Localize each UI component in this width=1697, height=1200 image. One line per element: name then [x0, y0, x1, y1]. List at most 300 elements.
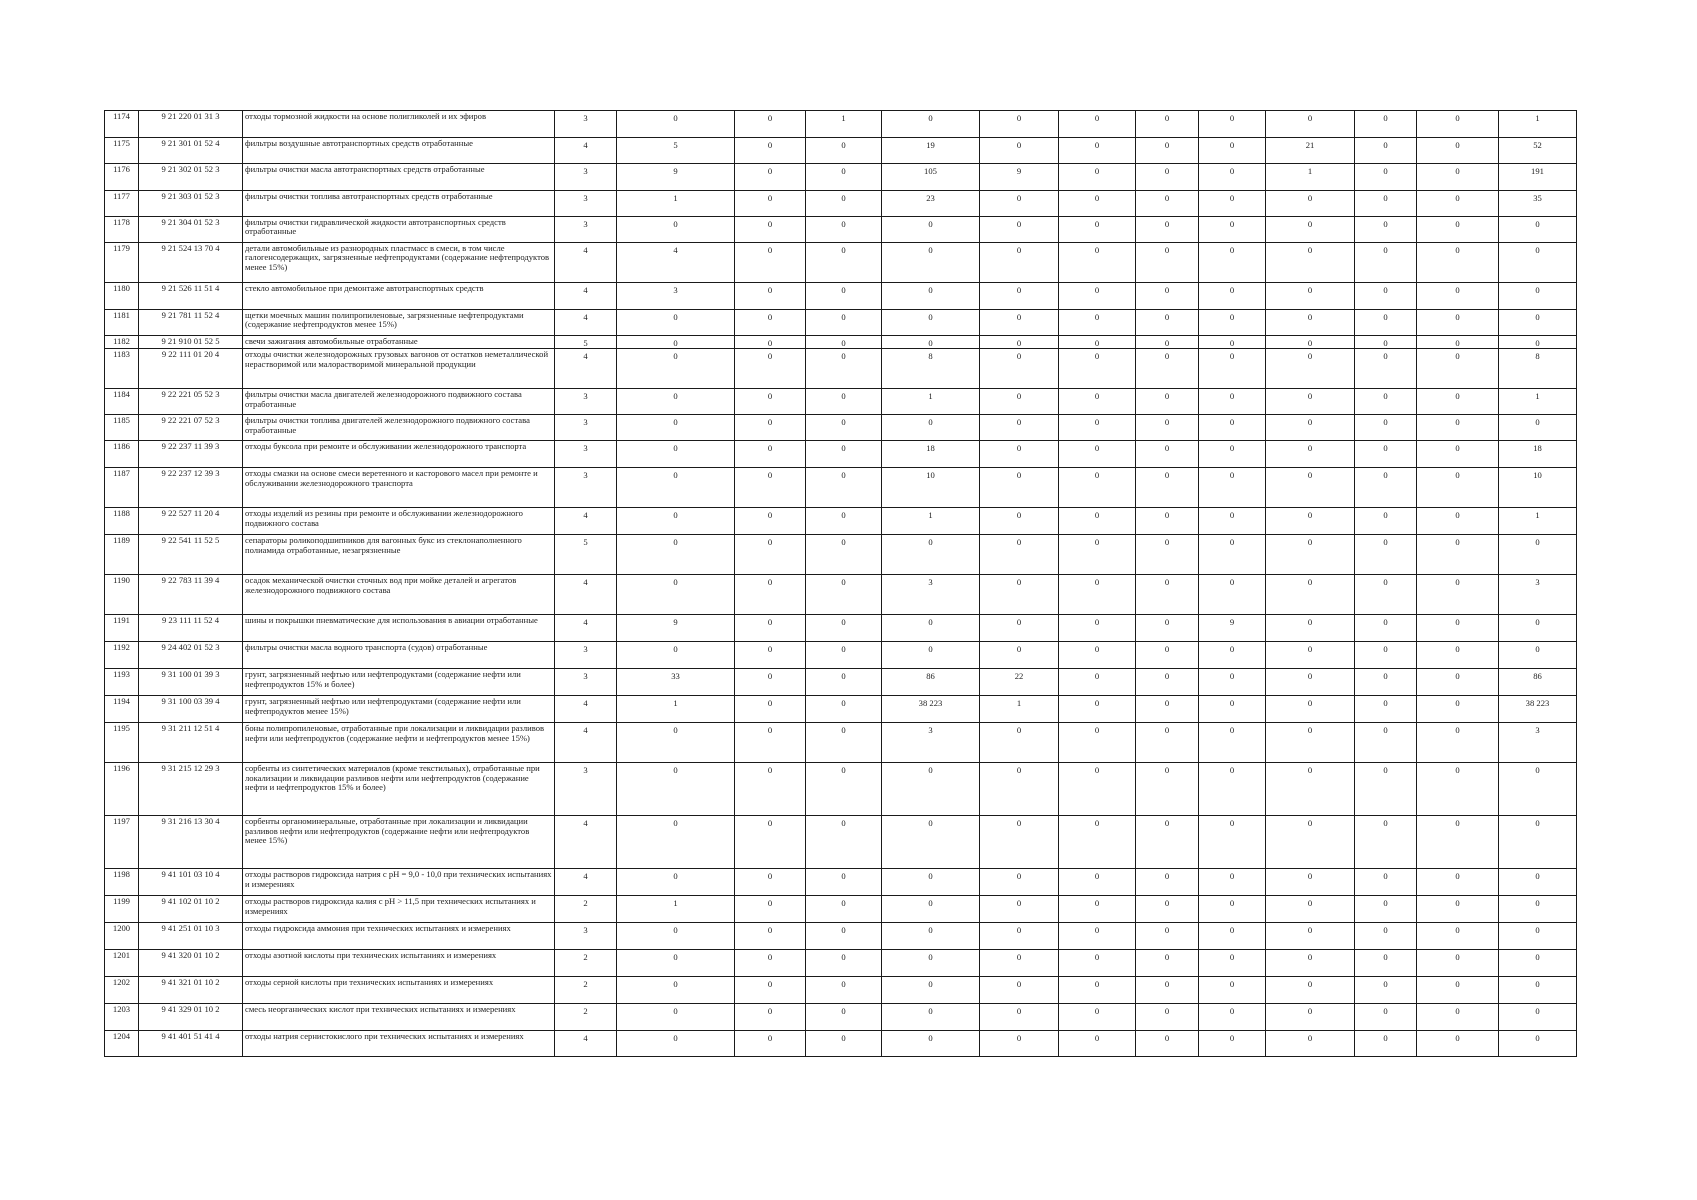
value-cell: 0 [980, 217, 1059, 243]
value-cell: 0 [1199, 191, 1266, 217]
fkko-code-cell: 9 21 301 01 52 4 [139, 138, 243, 164]
waste-name-cell: шины и покрышки пневматические для использования в авиации отработанные [243, 615, 555, 642]
waste-name-cell: фильтры очистки масла водного транспорта (судов) отработанные [243, 642, 555, 669]
value-cell: 0 [1417, 441, 1499, 468]
value-cell: 0 [1136, 1004, 1199, 1031]
value-cell: 0 [1199, 217, 1266, 243]
value-cell: 0 [1417, 389, 1499, 415]
table-row [105, 923, 1577, 950]
hazard-class-cell: 4 [555, 310, 617, 336]
table-row [105, 615, 1577, 642]
value-cell: 1 [617, 191, 735, 217]
value-cell: 0 [806, 349, 882, 389]
table-row [105, 696, 1577, 723]
value-cell: 0 [1417, 111, 1499, 138]
value-cell: 0 [1417, 816, 1499, 869]
fkko-code-cell: 9 24 402 01 52 3 [139, 642, 243, 669]
value-cell: 0 [806, 642, 882, 669]
value-cell: 0 [1059, 535, 1136, 575]
value-cell: 0 [1199, 950, 1266, 977]
value-cell: 0 [1199, 336, 1266, 349]
row-number-cell: 1182 [105, 336, 139, 349]
value-cell: 0 [980, 763, 1059, 816]
value-cell: 0 [806, 869, 882, 896]
value-cell: 1 [617, 896, 735, 923]
value-cell: 0 [1199, 575, 1266, 615]
fkko-code-cell: 9 31 216 13 30 4 [139, 816, 243, 869]
value-cell: 0 [1355, 615, 1417, 642]
hazard-class-cell: 3 [555, 642, 617, 669]
value-cell: 0 [1417, 763, 1499, 816]
row-number-cell: 1185 [105, 415, 139, 441]
value-cell: 0 [882, 1031, 980, 1057]
value-cell: 0 [1059, 508, 1136, 535]
table-row [105, 217, 1577, 243]
value-cell: 0 [735, 389, 806, 415]
value-cell: 0 [1136, 217, 1199, 243]
value-cell: 0 [1355, 441, 1417, 468]
value-cell: 0 [1355, 243, 1417, 283]
value-cell: 1 [980, 696, 1059, 723]
value-cell: 0 [735, 310, 806, 336]
value-cell: 0 [980, 468, 1059, 508]
value-cell: 0 [1355, 508, 1417, 535]
fkko-code-cell: 9 41 320 01 10 2 [139, 950, 243, 977]
value-cell: 21 [1266, 138, 1355, 164]
value-cell: 0 [1059, 950, 1136, 977]
value-cell: 0 [735, 669, 806, 696]
value-cell: 0 [980, 336, 1059, 349]
value-cell: 0 [1266, 575, 1355, 615]
value-cell: 0 [1355, 389, 1417, 415]
value-cell: 0 [1355, 950, 1417, 977]
fkko-code-cell: 9 21 302 01 52 3 [139, 164, 243, 191]
value-cell: 0 [980, 615, 1059, 642]
value-cell: 0 [980, 977, 1059, 1004]
value-cell: 0 [1355, 1004, 1417, 1031]
row-number-cell: 1195 [105, 723, 139, 763]
row-number-cell: 1184 [105, 389, 139, 415]
value-cell: 0 [617, 508, 735, 535]
waste-name-cell: щетки моечных машин полипропиленовые, загрязненные нефтепродуктами (содержание нефтепродуктов менее 15%) [243, 310, 555, 336]
waste-name-cell: смесь неорганических кислот при технических испытаниях и измерениях [243, 1004, 555, 1031]
hazard-class-cell: 4 [555, 243, 617, 283]
value-cell: 0 [1355, 1031, 1417, 1057]
value-cell: 0 [1355, 138, 1417, 164]
fkko-code-cell: 9 41 102 01 10 2 [139, 896, 243, 923]
waste-name-cell: детали автомобильные из разнородных пластмасс в смеси, в том числе галогенсодержащих, загрязненные нефтепродуктами (содержание нефтепродуктов менее 15%) [243, 243, 555, 283]
value-cell: 33 [617, 669, 735, 696]
value-cell: 0 [1059, 896, 1136, 923]
value-cell: 0 [882, 763, 980, 816]
value-cell: 0 [1136, 243, 1199, 283]
value-cell: 0 [1199, 138, 1266, 164]
value-cell: 0 [735, 1004, 806, 1031]
hazard-class-cell: 3 [555, 164, 617, 191]
value-cell: 0 [1059, 816, 1136, 869]
value-cell: 18 [1499, 441, 1577, 468]
value-cell: 0 [1199, 816, 1266, 869]
value-cell: 0 [1499, 923, 1577, 950]
fkko-code-cell: 9 31 215 12 29 3 [139, 763, 243, 816]
value-cell: 0 [1355, 111, 1417, 138]
table-row [105, 441, 1577, 468]
value-cell: 0 [617, 1004, 735, 1031]
value-cell: 0 [980, 896, 1059, 923]
value-cell: 0 [1059, 283, 1136, 310]
waste-name-cell: сорбенты из синтетических материалов (кроме текстильных), отработанные при локализации и ликвидации разливов нефти или нефтепродуктов (содержание нефти и нефтепродуктов 15% и более) [243, 763, 555, 816]
value-cell: 0 [882, 310, 980, 336]
fkko-code-cell: 9 41 329 01 10 2 [139, 1004, 243, 1031]
table-row [105, 977, 1577, 1004]
fkko-code-cell: 9 22 237 12 39 3 [139, 468, 243, 508]
waste-name-cell: отходы изделий из резины при ремонте и обслуживании железнодорожного подвижного состава [243, 508, 555, 535]
value-cell: 0 [617, 389, 735, 415]
value-cell: 0 [1355, 415, 1417, 441]
value-cell: 0 [882, 415, 980, 441]
value-cell: 0 [735, 283, 806, 310]
value-cell: 0 [617, 575, 735, 615]
hazard-class-cell: 4 [555, 1031, 617, 1057]
value-cell: 0 [1266, 896, 1355, 923]
value-cell: 0 [806, 415, 882, 441]
table-row [105, 111, 1577, 138]
hazard-class-cell: 4 [555, 615, 617, 642]
value-cell: 0 [1266, 723, 1355, 763]
value-cell: 0 [806, 816, 882, 869]
row-number-cell: 1176 [105, 164, 139, 191]
row-number-cell: 1178 [105, 217, 139, 243]
fkko-code-cell: 9 21 303 01 52 3 [139, 191, 243, 217]
value-cell: 0 [1199, 111, 1266, 138]
waste-name-cell: стекло автомобильное при демонтаже автотранспортных средств [243, 283, 555, 310]
fkko-code-cell: 9 31 100 03 39 4 [139, 696, 243, 723]
fkko-code-cell: 9 21 304 01 52 3 [139, 217, 243, 243]
value-cell: 0 [1136, 923, 1199, 950]
fkko-code-cell: 9 41 321 01 10 2 [139, 977, 243, 1004]
table-row [105, 283, 1577, 310]
table-row [105, 575, 1577, 615]
value-cell: 0 [1417, 696, 1499, 723]
value-cell: 0 [806, 575, 882, 615]
value-cell: 0 [1136, 1031, 1199, 1057]
fkko-code-cell: 9 41 401 51 41 4 [139, 1031, 243, 1057]
value-cell: 0 [1417, 243, 1499, 283]
value-cell: 0 [1266, 283, 1355, 310]
value-cell: 0 [1266, 468, 1355, 508]
value-cell: 0 [1266, 950, 1355, 977]
fkko-code-cell: 9 41 251 01 10 3 [139, 923, 243, 950]
value-cell: 0 [1199, 349, 1266, 389]
value-cell: 0 [735, 923, 806, 950]
value-cell: 9 [980, 164, 1059, 191]
row-number-cell: 1183 [105, 349, 139, 389]
value-cell: 0 [1355, 723, 1417, 763]
value-cell: 0 [1266, 869, 1355, 896]
value-cell: 1 [1499, 111, 1577, 138]
row-number-cell: 1197 [105, 816, 139, 869]
value-cell: 0 [1266, 615, 1355, 642]
value-cell: 0 [1059, 310, 1136, 336]
value-cell: 0 [1136, 441, 1199, 468]
value-cell: 3 [1499, 575, 1577, 615]
table-row [105, 468, 1577, 508]
value-cell: 0 [882, 111, 980, 138]
fkko-code-cell: 9 21 781 11 52 4 [139, 310, 243, 336]
fkko-code-cell: 9 41 101 03 10 4 [139, 869, 243, 896]
value-cell: 0 [1136, 896, 1199, 923]
value-cell: 0 [1355, 923, 1417, 950]
value-cell: 0 [1059, 468, 1136, 508]
waste-name-cell: фильтры очистки топлива автотранспортных средств отработанные [243, 191, 555, 217]
value-cell: 0 [735, 138, 806, 164]
waste-name-cell: грунт, загрязненный нефтью или нефтепродуктами (содержание нефти или нефтепродуктов менее 15%) [243, 696, 555, 723]
value-cell: 0 [1136, 575, 1199, 615]
waste-name-cell: отходы растворов гидроксида калия с pH > 11,5 при технических испытаниях и измерениях [243, 896, 555, 923]
value-cell: 0 [735, 977, 806, 1004]
value-cell: 0 [1199, 310, 1266, 336]
value-cell: 0 [617, 869, 735, 896]
hazard-class-cell: 3 [555, 763, 617, 816]
fkko-code-cell: 9 23 111 11 52 4 [139, 615, 243, 642]
value-cell: 0 [1136, 669, 1199, 696]
value-cell: 0 [1136, 508, 1199, 535]
value-cell: 0 [617, 923, 735, 950]
fkko-code-cell: 9 22 541 11 52 5 [139, 535, 243, 575]
value-cell: 0 [617, 1031, 735, 1057]
value-cell: 0 [1199, 1031, 1266, 1057]
value-cell: 0 [1417, 923, 1499, 950]
value-cell: 0 [1355, 896, 1417, 923]
value-cell: 0 [806, 763, 882, 816]
value-cell: 0 [617, 468, 735, 508]
value-cell: 0 [1199, 869, 1266, 896]
value-cell: 0 [882, 869, 980, 896]
value-cell: 10 [1499, 468, 1577, 508]
value-cell: 0 [980, 389, 1059, 415]
value-cell: 0 [1136, 977, 1199, 1004]
value-cell: 0 [1355, 217, 1417, 243]
table-row [105, 763, 1577, 816]
value-cell: 0 [1199, 642, 1266, 669]
hazard-class-cell: 3 [555, 468, 617, 508]
value-cell: 0 [1499, 243, 1577, 283]
value-cell: 0 [735, 349, 806, 389]
value-cell: 0 [1499, 763, 1577, 816]
value-cell: 0 [1136, 869, 1199, 896]
value-cell: 0 [1059, 1031, 1136, 1057]
value-cell: 0 [617, 763, 735, 816]
hazard-class-cell: 4 [555, 349, 617, 389]
waste-data-table [104, 110, 1577, 1057]
value-cell: 0 [1355, 468, 1417, 508]
value-cell: 18 [882, 441, 980, 468]
value-cell: 0 [980, 283, 1059, 310]
value-cell: 0 [1136, 615, 1199, 642]
value-cell: 4 [617, 243, 735, 283]
hazard-class-cell: 4 [555, 816, 617, 869]
value-cell: 0 [617, 977, 735, 1004]
fkko-code-cell: 9 22 527 11 20 4 [139, 508, 243, 535]
value-cell: 0 [806, 310, 882, 336]
value-cell: 0 [980, 349, 1059, 389]
value-cell: 0 [1136, 138, 1199, 164]
waste-name-cell: сорбенты органоминеральные, отработанные при локализации и ликвидации разливов нефти или нефтепродуктов (содержание нефти или нефтепродуктов менее 15%) [243, 816, 555, 869]
value-cell: 0 [1136, 535, 1199, 575]
row-number-cell: 1181 [105, 310, 139, 336]
table-row [105, 950, 1577, 977]
value-cell: 0 [1266, 508, 1355, 535]
row-number-cell: 1180 [105, 283, 139, 310]
fkko-code-cell: 9 31 211 12 51 4 [139, 723, 243, 763]
row-number-cell: 1198 [105, 869, 139, 896]
value-cell: 0 [1266, 535, 1355, 575]
value-cell: 0 [1499, 896, 1577, 923]
row-number-cell: 1174 [105, 111, 139, 138]
value-cell: 0 [806, 723, 882, 763]
value-cell: 0 [1199, 389, 1266, 415]
value-cell: 0 [980, 575, 1059, 615]
value-cell: 0 [1417, 869, 1499, 896]
value-cell: 0 [882, 642, 980, 669]
value-cell: 0 [1499, 816, 1577, 869]
fkko-code-cell: 9 21 220 01 31 3 [139, 111, 243, 138]
value-cell: 0 [735, 575, 806, 615]
value-cell: 0 [1355, 869, 1417, 896]
value-cell: 0 [1417, 164, 1499, 191]
value-cell: 105 [882, 164, 980, 191]
hazard-class-cell: 4 [555, 575, 617, 615]
value-cell: 0 [617, 723, 735, 763]
table-row [105, 669, 1577, 696]
value-cell: 0 [806, 1004, 882, 1031]
value-cell: 0 [1417, 217, 1499, 243]
value-cell: 0 [1266, 191, 1355, 217]
value-cell: 0 [1355, 763, 1417, 816]
waste-name-cell: фильтры воздушные автотранспортных средств отработанные [243, 138, 555, 164]
value-cell: 0 [1059, 642, 1136, 669]
value-cell: 0 [980, 508, 1059, 535]
value-cell: 19 [882, 138, 980, 164]
value-cell: 0 [806, 615, 882, 642]
value-cell: 0 [1499, 1031, 1577, 1057]
value-cell: 0 [1266, 696, 1355, 723]
value-cell: 0 [1136, 642, 1199, 669]
value-cell: 0 [1417, 191, 1499, 217]
value-cell: 0 [980, 111, 1059, 138]
value-cell: 0 [1417, 615, 1499, 642]
value-cell: 0 [1059, 669, 1136, 696]
value-cell: 0 [1499, 310, 1577, 336]
row-number-cell: 1199 [105, 896, 139, 923]
value-cell: 0 [1136, 310, 1199, 336]
value-cell: 0 [1136, 696, 1199, 723]
value-cell: 0 [617, 415, 735, 441]
value-cell: 0 [882, 923, 980, 950]
value-cell: 0 [1499, 283, 1577, 310]
value-cell: 0 [1059, 191, 1136, 217]
value-cell: 0 [1266, 923, 1355, 950]
waste-name-cell: отходы буксола при ремонте и обслуживании железнодорожного транспорта [243, 441, 555, 468]
value-cell: 0 [1355, 336, 1417, 349]
value-cell: 0 [1266, 977, 1355, 1004]
value-cell: 0 [1136, 763, 1199, 816]
row-number-cell: 1177 [105, 191, 139, 217]
value-cell: 0 [1499, 336, 1577, 349]
row-number-cell: 1190 [105, 575, 139, 615]
fkko-code-cell: 9 21 910 01 52 5 [139, 336, 243, 349]
value-cell: 0 [1417, 977, 1499, 1004]
row-number-cell: 1189 [105, 535, 139, 575]
fkko-code-cell: 9 22 783 11 39 4 [139, 575, 243, 615]
table-row [105, 535, 1577, 575]
value-cell: 0 [1136, 111, 1199, 138]
value-cell: 0 [1266, 763, 1355, 816]
hazard-class-cell: 3 [555, 669, 617, 696]
value-cell: 0 [882, 615, 980, 642]
value-cell: 9 [617, 615, 735, 642]
value-cell: 0 [1136, 816, 1199, 869]
value-cell: 8 [882, 349, 980, 389]
value-cell: 0 [1417, 950, 1499, 977]
value-cell: 0 [1059, 923, 1136, 950]
value-cell: 0 [1136, 336, 1199, 349]
value-cell: 0 [1417, 336, 1499, 349]
value-cell: 0 [1417, 468, 1499, 508]
value-cell: 0 [1059, 138, 1136, 164]
value-cell: 0 [1499, 1004, 1577, 1031]
row-number-cell: 1186 [105, 441, 139, 468]
value-cell: 0 [980, 723, 1059, 763]
value-cell: 0 [806, 441, 882, 468]
value-cell: 0 [980, 816, 1059, 869]
table-row [105, 1031, 1577, 1057]
table-row [105, 869, 1577, 896]
value-cell: 0 [735, 896, 806, 923]
value-cell: 0 [980, 642, 1059, 669]
value-cell: 0 [806, 1031, 882, 1057]
value-cell: 0 [1355, 696, 1417, 723]
value-cell: 0 [806, 696, 882, 723]
table-row [105, 896, 1577, 923]
row-number-cell: 1203 [105, 1004, 139, 1031]
value-cell: 0 [1266, 349, 1355, 389]
value-cell: 0 [882, 816, 980, 869]
value-cell: 86 [1499, 669, 1577, 696]
hazard-class-cell: 3 [555, 217, 617, 243]
value-cell: 0 [806, 896, 882, 923]
value-cell: 35 [1499, 191, 1577, 217]
value-cell: 0 [1417, 669, 1499, 696]
value-cell: 0 [806, 535, 882, 575]
value-cell: 0 [1059, 763, 1136, 816]
waste-name-cell: фильтры очистки топлива двигателей железнодорожного подвижного состава отработанные [243, 415, 555, 441]
value-cell: 52 [1499, 138, 1577, 164]
value-cell: 0 [617, 111, 735, 138]
table-row [105, 415, 1577, 441]
hazard-class-cell: 3 [555, 389, 617, 415]
value-cell: 0 [882, 896, 980, 923]
value-cell: 0 [735, 217, 806, 243]
value-cell: 0 [882, 243, 980, 283]
value-cell: 0 [1417, 896, 1499, 923]
value-cell: 0 [1059, 575, 1136, 615]
value-cell: 0 [1355, 642, 1417, 669]
value-cell: 0 [1417, 535, 1499, 575]
value-cell: 3 [882, 575, 980, 615]
value-cell: 0 [735, 642, 806, 669]
value-cell: 0 [1136, 415, 1199, 441]
